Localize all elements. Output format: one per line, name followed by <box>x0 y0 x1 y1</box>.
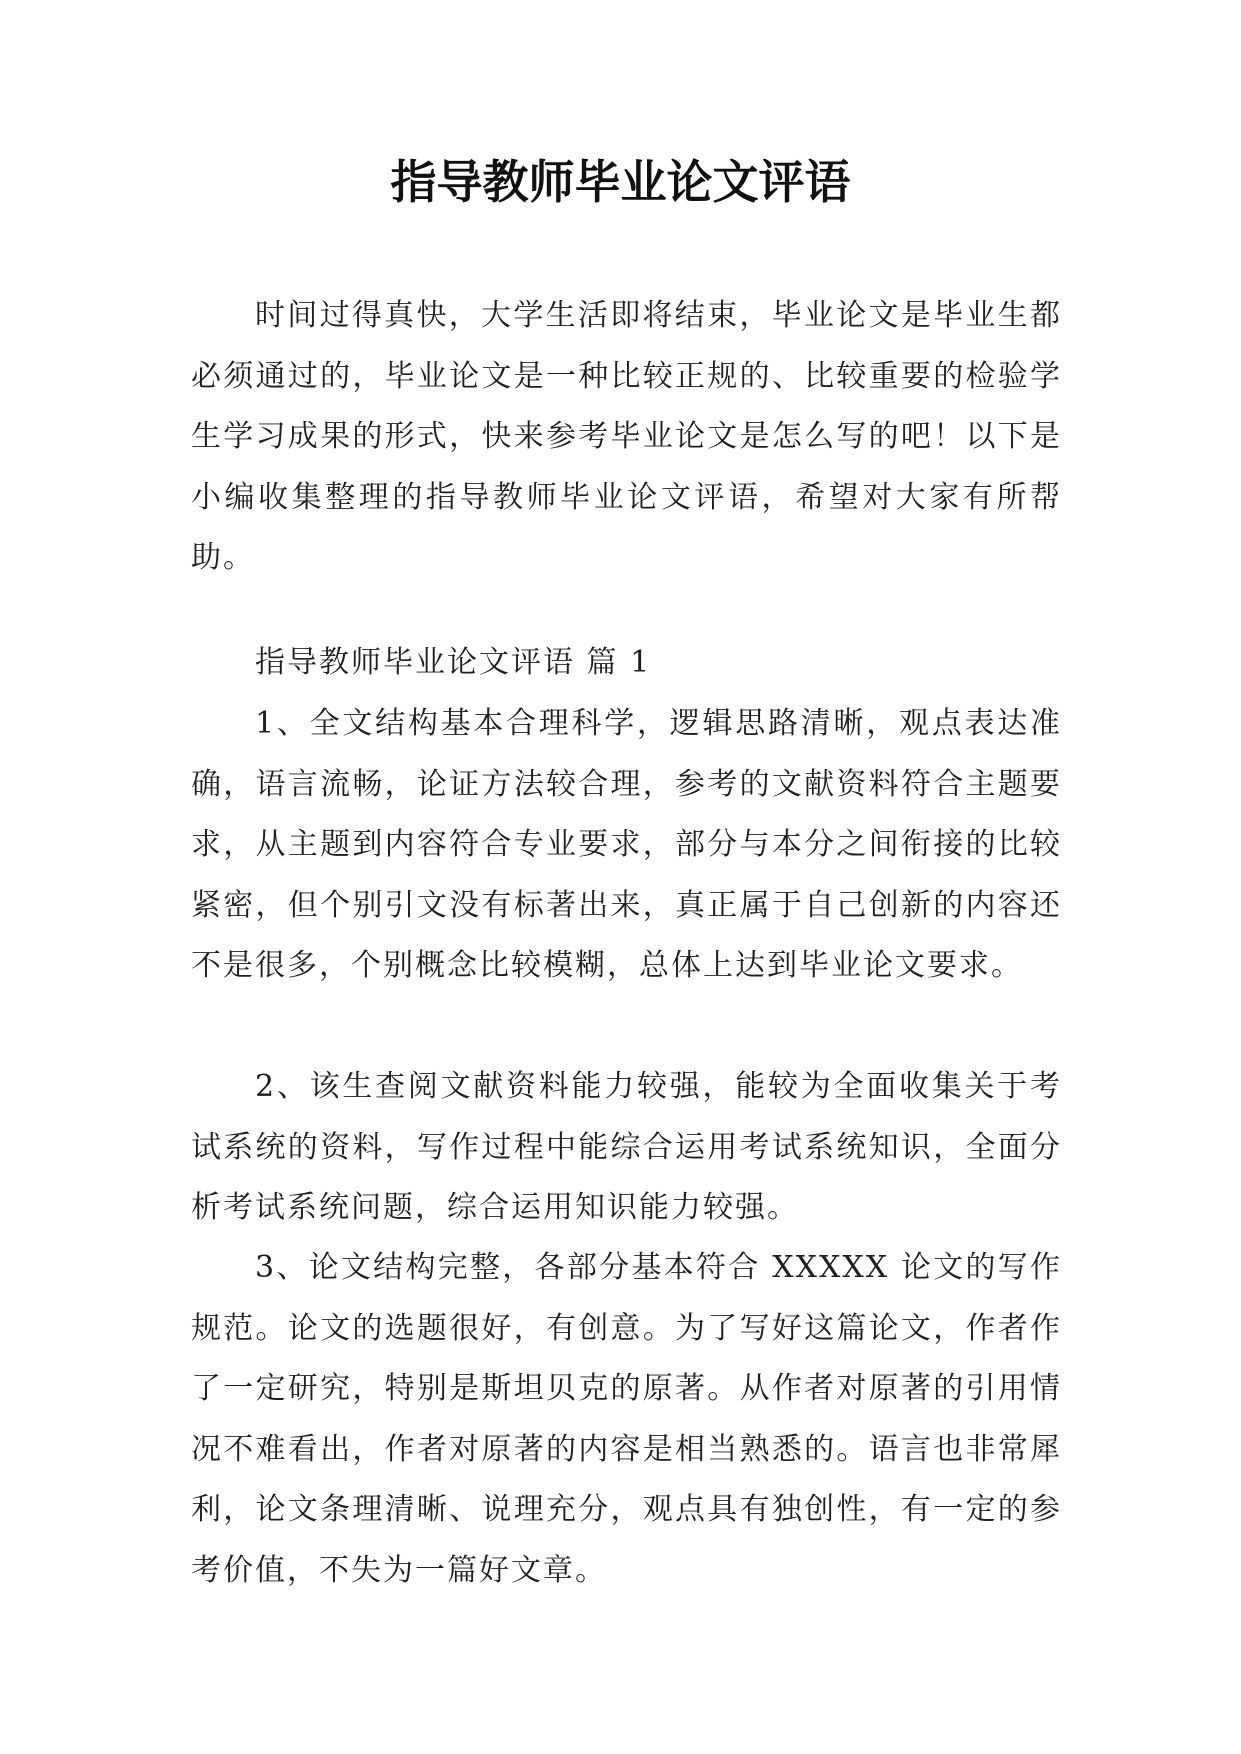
comment-paragraph-2: 2、该生查阅文献资料能力较强，能较为全面收集关于考试系统的资料，写作过程中能综合运用考试系统知识，全面分析考试系统问题，综合运用知识能力较强。 <box>191 1069 1062 1225</box>
comment-paragraph-3: 3、论文结构完整，各部分基本符合 XXXXX 论文的写作规范。论文的选题很好，有创意。为了写好这篇论文，作者作了一定研究，特别是斯坦贝克的原著。从作者对原著的引用情况不难看出，作者对原著的内容是相当熟悉的。语言也非常犀利，论文条理清晰、说理充分，观点具有独创性，有一定的参考价值，不失为一篇好文章。 <box>191 1250 1062 1588</box>
comment-paragraph-1: 1、全文结构基本合理科学，逻辑思路清晰，观点表达准确，语言流畅，论证方法较合理，参考的文献资料符合主题要求，从主题到内容符合专业要求，部分与本分之间衔接的比较紧密，但个别引文没有标著出来，真正属于自己创新的内容还不是很多，个别概念比较模糊，总体上达到毕业论文要求。 <box>191 706 1062 983</box>
section-heading: 指导教师毕业论文评语 篇 1 <box>255 645 652 680</box>
document-title: 指导教师毕业论文评语 <box>390 155 851 209</box>
intro-paragraph: 时间过得真快，大学生活即将结束，毕业论文是毕业生都必须通过的，毕业论文是一种比较正规的、比较重要的检验学生学习成果的形式，快来参考毕业论文是怎么写的吧！以下是小编收集整理的指导教师毕业论文评语，希望对大家有所帮助。 <box>191 298 1062 575</box>
